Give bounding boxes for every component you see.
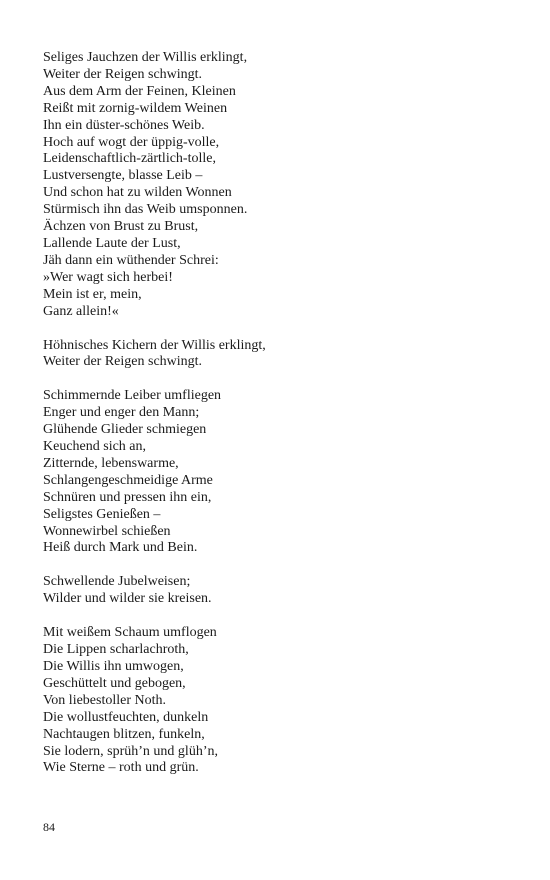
verse-line: Glühende Glieder schmiegen [43, 422, 207, 438]
verse-line: Schimmernde Leiber umfliegen [43, 388, 222, 404]
verse-line: Nachtaugen blitzen, funkeln, [43, 726, 205, 742]
verse-line: Und schon hat zu wilden Wonnen [43, 185, 232, 201]
verse-line: Weiter der Reigen schwingt. [43, 66, 203, 82]
verse-line: Jäh dann ein wüthender Schrei: [43, 252, 219, 268]
verse-line: Lallende Laute der Lust, [43, 235, 181, 251]
verse-line: »Wer wagt sich herbei! [43, 269, 173, 285]
verse-line: Heiß durch Mark und Bein. [43, 540, 198, 556]
verse-line: Lustversengte, blasse Leib – [43, 168, 203, 184]
stanza [43, 625, 513, 777]
verse-line: Seliges Jauchzen der Willis erklingt, [43, 50, 248, 65]
verse-line: Wonnewirbel schießen [43, 523, 171, 539]
page-number: 84 [43, 820, 55, 834]
verse-line: Hoch auf wogt der üppig-volle, [43, 134, 220, 150]
verse-line: Mein ist er, mein, [43, 286, 142, 302]
verse-line: Wie Sterne – roth und grün. [43, 760, 199, 776]
verse-line: Ganz allein!« [43, 303, 119, 319]
verse-line: Sie lodern, sprüh’n und glüh’n, [43, 743, 218, 759]
stanza [43, 574, 513, 608]
verse-line: Die Willis ihn umwogen, [43, 659, 184, 674]
verse-line: Seligstes Genießen – [43, 506, 161, 522]
verse-line: Weiter der Reigen schwingt. [43, 354, 203, 370]
poem-text [43, 50, 513, 794]
verse-line: Ächzen von Brust zu Brust, [43, 219, 199, 235]
verse-line: Ihn ein düster-schönes Weib. [43, 117, 205, 133]
verse-line: Geschüttelt und gebogen, [43, 675, 186, 691]
verse-line: Die wollustfeuchten, dunkeln [43, 709, 209, 725]
verse-line: Höhnisches Kichern der Willis erklingt, [43, 337, 266, 353]
verse-line: Wilder und wilder sie kreisen. [43, 591, 212, 607]
verse-line: Schlangengeschmeidige Arme [43, 472, 213, 488]
verse-line: Aus dem Arm der Feinen, Kleinen [43, 83, 236, 99]
verse-line: Reißt mit zornig-wildem Weinen [43, 100, 228, 116]
stanza [43, 388, 513, 557]
verse-line: Schwellende Jubelweisen; [43, 574, 191, 590]
stanza [43, 338, 513, 372]
verse-line: Schnüren und pressen ihn ein, [43, 489, 212, 505]
verse-line: Leidenschaftlich-zärtlich-tolle, [43, 151, 216, 167]
verse-line: Mit weißem Schaum umflogen [43, 625, 217, 641]
verse-line: Zitternde, lebenswarme, [43, 455, 179, 471]
verse-line: Keuchend sich an, [43, 439, 147, 455]
verse-line: Stürmisch ihn das Weib umsponnen. [43, 202, 248, 218]
verse-line: Von liebestoller Noth. [43, 692, 167, 708]
verse-line: Enger und enger den Mann; [43, 405, 200, 421]
verse-line: Die Lippen scharlachroth, [43, 642, 189, 658]
stanza [43, 50, 513, 321]
